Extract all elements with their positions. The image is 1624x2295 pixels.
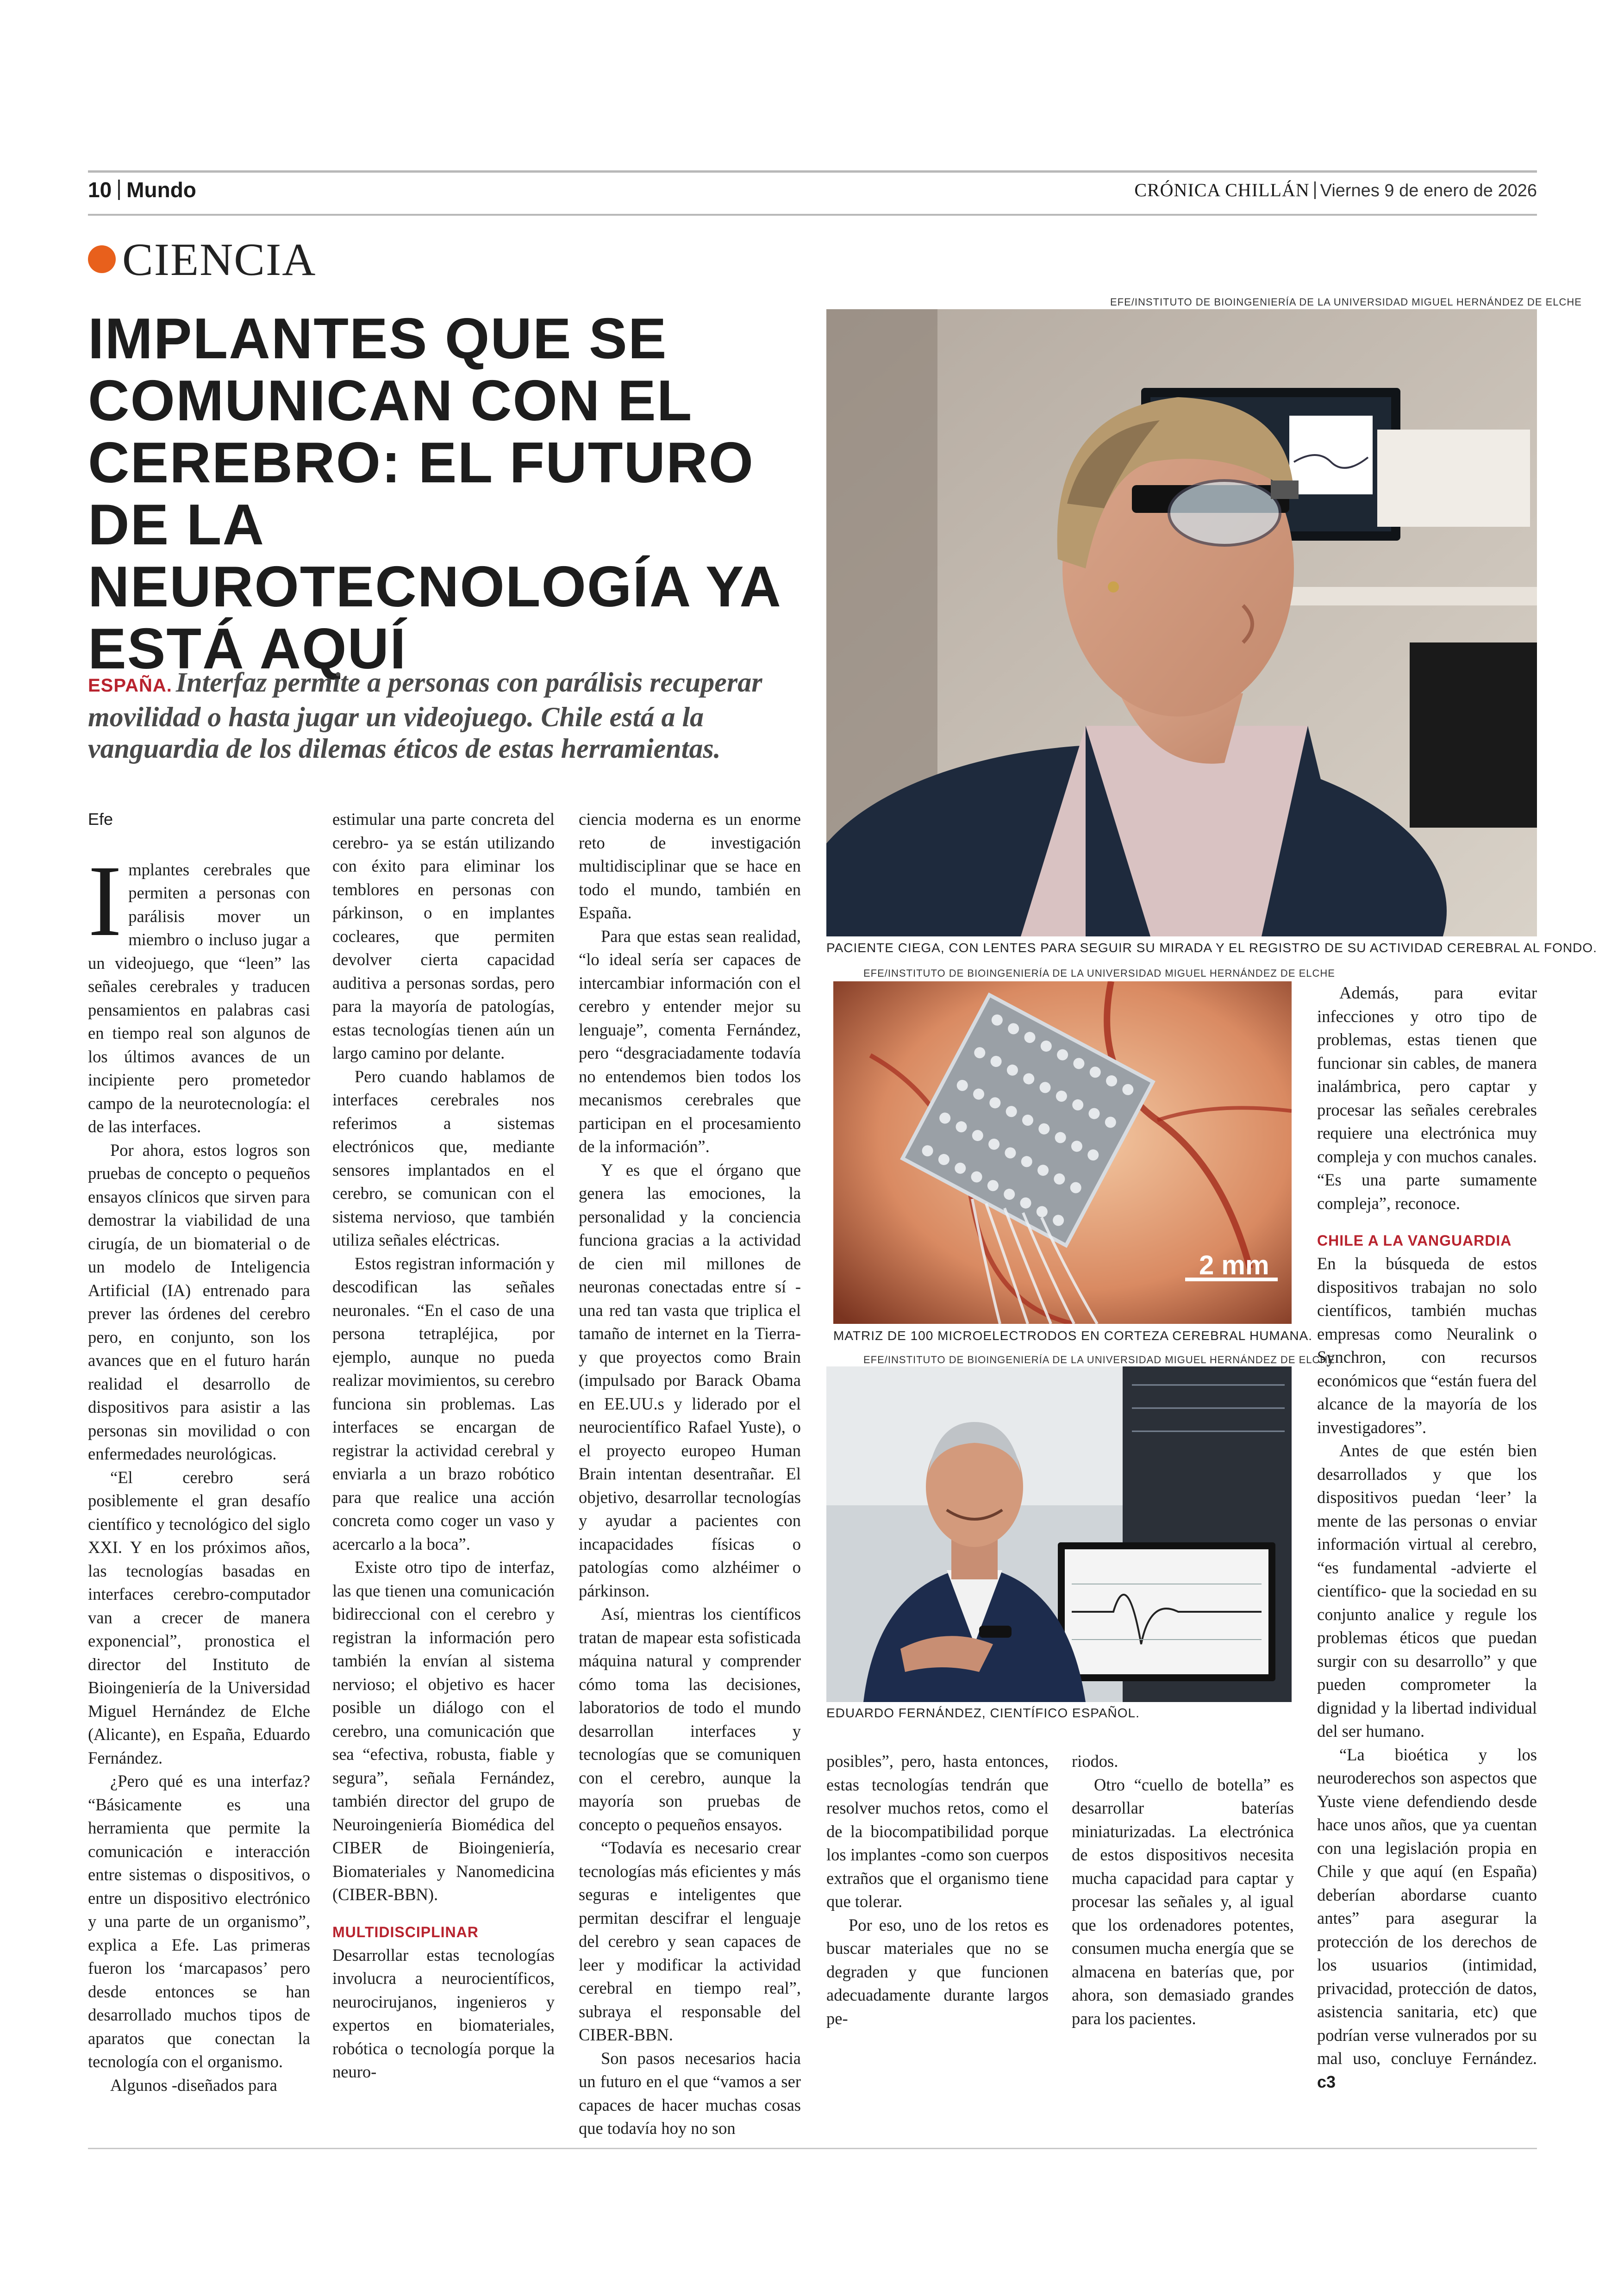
section-kicker — [88, 234, 317, 285]
paper-name: CRÓNICA CHILLÁN — [1134, 179, 1310, 200]
article-column-5 — [1072, 1750, 1294, 2030]
scale-label: 2 mm — [1199, 1250, 1269, 1280]
col2-para-5: Desarrollar estas tecnologías involucra a neurocientíficos, neurocirujanos, ingenieros y expertos en biomateriales, robótica o tecnología porque la neuro- — [332, 1945, 555, 2081]
col3-para-2: Para que estas sean realidad, “lo ideal sería ser capaces de intercambiar información con el cerebro y entender mejor su lenguaje”, comenta Fernández, pero “desgraciadamente todavía no entendemos bien todos los mecanismos cerebrales que participan en el procesamiento de la información”. — [579, 926, 801, 1156]
col6-para-1: Además, para evitar infecciones y otro tipo de problemas, estas tienen que funcionar sin cables, de manera inalámbrica, pero captar y procesar las señales cerebrales requiere una electrónica muy compleja y con muchos canales. “Es una parte sumamente compleja”, reconoce. — [1317, 983, 1537, 1213]
col3-para-3: Y es que el órgano que genera las emociones, la personalidad y la conciencia funciona gracias a la actividad de cien mil millones de neuronas conectadas entre sí -una red tan vasta que triplica el tamaño de internet en la Tierra- y que proyectos como Brain (impulsado por Barack Obama en EE.UU.s y liderado por el neurocientífico Rafael Yuste), o el proyecto europeo Human Brain intentan desentrañar. El objetivo, desarrollar tecnologías y ayudar a pacientes con incapacidades físicas o patologías como alzhéimer o párkinson. — [579, 1160, 801, 1600]
article-standfirst — [88, 667, 829, 764]
issue-date: Viernes 9 de enero de 2026 — [1320, 181, 1537, 200]
article-byline: Efe — [88, 810, 113, 829]
paper-info — [1134, 179, 1537, 201]
subhead-multidisciplinar: MULTIDISCIPLINAR — [332, 1923, 479, 1940]
article-column-6 — [1317, 981, 1537, 2094]
photo-credit-3: EFE/INSTITUTO DE BIOINGENIERÍA DE LA UNIVERSIDAD MIGUEL HERNÁNDEZ DE ELCHE — [863, 1354, 1335, 1366]
photo-patient — [826, 309, 1537, 936]
footer-rule — [88, 2148, 1537, 2149]
article-column-4 — [826, 1750, 1049, 2030]
kicker-dot-icon — [88, 245, 116, 273]
page-folio — [88, 177, 196, 202]
col1-para-2: Por ahora, estos logros son pruebas de concepto o pequeños ensayos clínicos que sirven para demostrar la viabilidad de una cirugía, de un biomaterial o de un modelo de Inteligencia Artificial (IA) entrenado para prever las órdenes del cerebro pero, en conjunto, son los avances que en el futuro harán realidad el desarrollo de dispositivos para asistir a las personas sin movilidad o con enfermedades neurológicas. — [88, 1140, 310, 1463]
col1-para-5: Algunos -diseñados para — [110, 2075, 277, 2095]
col1-para-1: mplantes cerebrales que permiten a personas con parálisis mover un miembro o incluso jugar a un videojuego, que “leen” las señales cerebrales y traducen pensamientos en palabras casi en tiempo real son algunos de los últimos avances de un incipiente pero prometedor campo de la neurotecnología: el de las interfaces. — [88, 860, 310, 1136]
scientist-illustration — [826, 1366, 1292, 1702]
patient-illustration — [826, 309, 1537, 936]
article-column-3 — [579, 808, 801, 2140]
photo-caption-1: PACIENTE CIEGA, CON LENTES PARA SEGUIR SU MIRADA Y EL REGISTRO DE SU ACTIVIDAD CEREBRAL AL FONDO. — [826, 941, 1597, 955]
page-header — [88, 171, 1537, 208]
photo-caption-3: EDUARDO FERNÁNDEZ, CIENTÍFICO ESPAÑOL. — [826, 1706, 1140, 1720]
col3-para-6: Son pasos necesarios hacia un futuro en el que “vamos a ser capaces de hacer muchas cosas que todavía hoy no son — [579, 2048, 801, 2138]
drop-cap: I — [88, 844, 122, 957]
folio-separator — [118, 180, 120, 200]
col1-para-4: ¿Pero qué es una interfaz? “Básicamente es una herramienta que permite la comunicación e interacción entre sistemas o dispositivos, o entre un dispositivo electrónico y una parte de un organismo”, explica a Efe. Las primeras fueron los ‘marcapasos’ pero desde entonces se han desarrollado muchos tipos de aparatos que conectan la tecnología con el organismo. — [88, 1771, 310, 2071]
end-mark: c3 — [1317, 2072, 1336, 2091]
col2-para-4: Existe otro tipo de interfaz, las que tienen una comunicación bidireccional con el cerebro y registran la información pero también la envían al sistema nervioso; el objetivo es hacer posible un diálogo con el cerebro, una comunicación que sea “efectiva, robusta, fiable y segura”, señala Fernández, también director del grupo de Neuroingeniería Biomédica del CIBER de Bioingeniería, Biomateriales y Nanomedicina (CIBER-BBN). — [332, 1558, 555, 1904]
subhead-chile-vanguardia: CHILE A LA VANGUARDIA — [1317, 1232, 1512, 1249]
photo-credit-2: EFE/INSTITUTO DE BIOINGENIERÍA DE LA UNIVERSIDAD MIGUEL HERNÁNDEZ DE ELCHE — [863, 967, 1335, 979]
photo-credit-1: EFE/INSTITUTO DE BIOINGENIERÍA DE LA UNIVERSIDAD MIGUEL HERNÁNDEZ DE ELCHE — [1110, 296, 1582, 308]
col6-para-2: En la búsqueda de estos dispositivos trabajan no solo científicos, también muchas empresas como Neuralink o Synchron, con recursos económicos que “están fuera del alcance de la mayoría de los investigadores”. — [1317, 1254, 1537, 1437]
col2-para-1: estimular una parte concreta del cerebro- ya se están utilizando con éxito para eliminar los temblores en personas con párkinson, o en implantes cocleares, que permiten devolver cierta capacidad auditiva a personas sordas, pero para la mayoría de patologías, estas tecnologías tienen aún un largo camino por delante. — [332, 810, 555, 1062]
header-bottom-rule — [88, 214, 1537, 216]
standfirst-text: Interfaz permite a personas con parálisis recuperar movilidad o hasta jugar un videojuego. Chile está a la vanguardia de los dilemas éticos de estas herramientas. — [88, 667, 762, 764]
article-column-1 — [88, 808, 310, 2097]
col4-para-2: Por eso, uno de los retos es buscar materiales que no se degraden y que funcionen adecuadamente durante largos pe- — [826, 1915, 1049, 2028]
page-number: 10 — [88, 178, 112, 202]
photo-caption-2: MATRIZ DE 100 MICROELECTRODOS EN CORTEZA CEREBRAL HUMANA. — [833, 1328, 1313, 1343]
standfirst-location: ESPAÑA. — [88, 675, 172, 696]
section-name: Mundo — [126, 178, 196, 202]
photo-electrode-array — [833, 981, 1292, 1324]
col2-para-2: Pero cuando hablamos de interfaces cerebrales nos referimos a sistemas electrónicos que, mediante sensores implantados en el cerebro, se comunican con el sistema nervioso, que también utiliza señales eléctricas. — [332, 1066, 555, 1249]
photo-scientist — [826, 1366, 1292, 1702]
col4-para-1: posibles”, pero, hasta entonces, estas tecnologías tendrán que resolver muchos retos, como el de la biocompatibilidad porque los implantes -como son cuerpos extraños que el organismo tiene que tolerar. — [826, 1752, 1049, 1911]
col6-para-3: Antes de que estén bien desarrollados y que los dispositivos puedan ‘leer’ la mente de las personas o enviar información virtual al cerebro, “es fundamental -advierte el científico- que la sociedad en su conjunto analice y regule los problemas éticos que puedan surgir con su desarrollo” y que pueden comprometer la dignidad y la libertad individual del ser humano. — [1317, 1441, 1537, 1740]
col5-para-2: Otro “cuello de botella” es desarrollar baterías miniaturizadas. La electrónica de estos dispositivos necesita mucha capacidad para captar y procesar las señales y, al igual que los ordenadores potentes, consumen mucha energía que se almacena en baterías que, por ahora, son demasiado grandes para los pacientes. — [1072, 1775, 1294, 2028]
article-column-2 — [332, 808, 555, 2084]
col3-para-1: ciencia moderna es un enorme reto de investigación multidisciplinar que se hace en todo el mundo, también en España. — [579, 810, 801, 922]
col6-para-4: “La bioética y los neuroderechos son aspectos que Yuste viene defendiendo desde hace unos años, que ya cuentan con una legislación propia en Chile y que aquí (en España) deberían abordarse cuanto antes” para asegurar la protección de los derechos de los usuarios (intimidad, privacidad, protección de datos, asistencia sanitaria, etc) que podrían verse vulnerados por su mal uso, concluye Fernández. — [1317, 1745, 1537, 2068]
col3-para-5: “Todavía es necesario crear tecnologías más eficientes y más seguras e inteligentes que permitan descifrar el lenguaje del cerebro y sean capaces de leer y modificar la actividad cerebral en tiempo real”, subraya el responsable del CIBER-BBN. — [579, 1838, 801, 2044]
col3-para-4: Así, mientras los científicos tratan de mapear esta sofisticada máquina natural y comprender cómo toma las decisiones, laboratorios de todo el mundo desarrollan interfaces y tecnologías que se comuniquen con el cerebro, aunque la mayoría son pruebas de concepto o pequeños ensayos. — [579, 1604, 801, 1834]
col5-para-1: riodos. — [1072, 1752, 1118, 1771]
kicker-text: CIENCIA — [122, 233, 317, 285]
article-headline: IMPLANTES QUE SE COMUNICAN CON EL CEREBRO: EL FUTURO DE LA NEUROTECNOLOGÍA YA ESTÁ AQUÍ — [88, 307, 780, 681]
paper-separator — [1314, 181, 1316, 199]
col2-para-3: Estos registran información y descodifican las señales neuronales. “En el caso de una persona tetrapléjica, por ejemplo, aunque no pueda realizar movimientos, su cerebro funciona sin problemas. Las interfaces se encargan de registrar la actividad cerebral y enviarla a un brazo robótico para que realice una acción concreta como coger un vaso y acercarlo a la boca”. — [332, 1254, 555, 1553]
col1-para-3: “El cerebro será posiblemente el gran desafío científico y tecnológico del siglo XXI. Y en los próximos años, las tecnologías basadas en interfaces cerebro-computador van a crecer de manera exponencial”, pronostica el director del Instituto de Bioingeniería de la Universidad Miguel Hernández de Elche (Alicante), en España, Eduardo Fernández. — [88, 1467, 310, 1767]
